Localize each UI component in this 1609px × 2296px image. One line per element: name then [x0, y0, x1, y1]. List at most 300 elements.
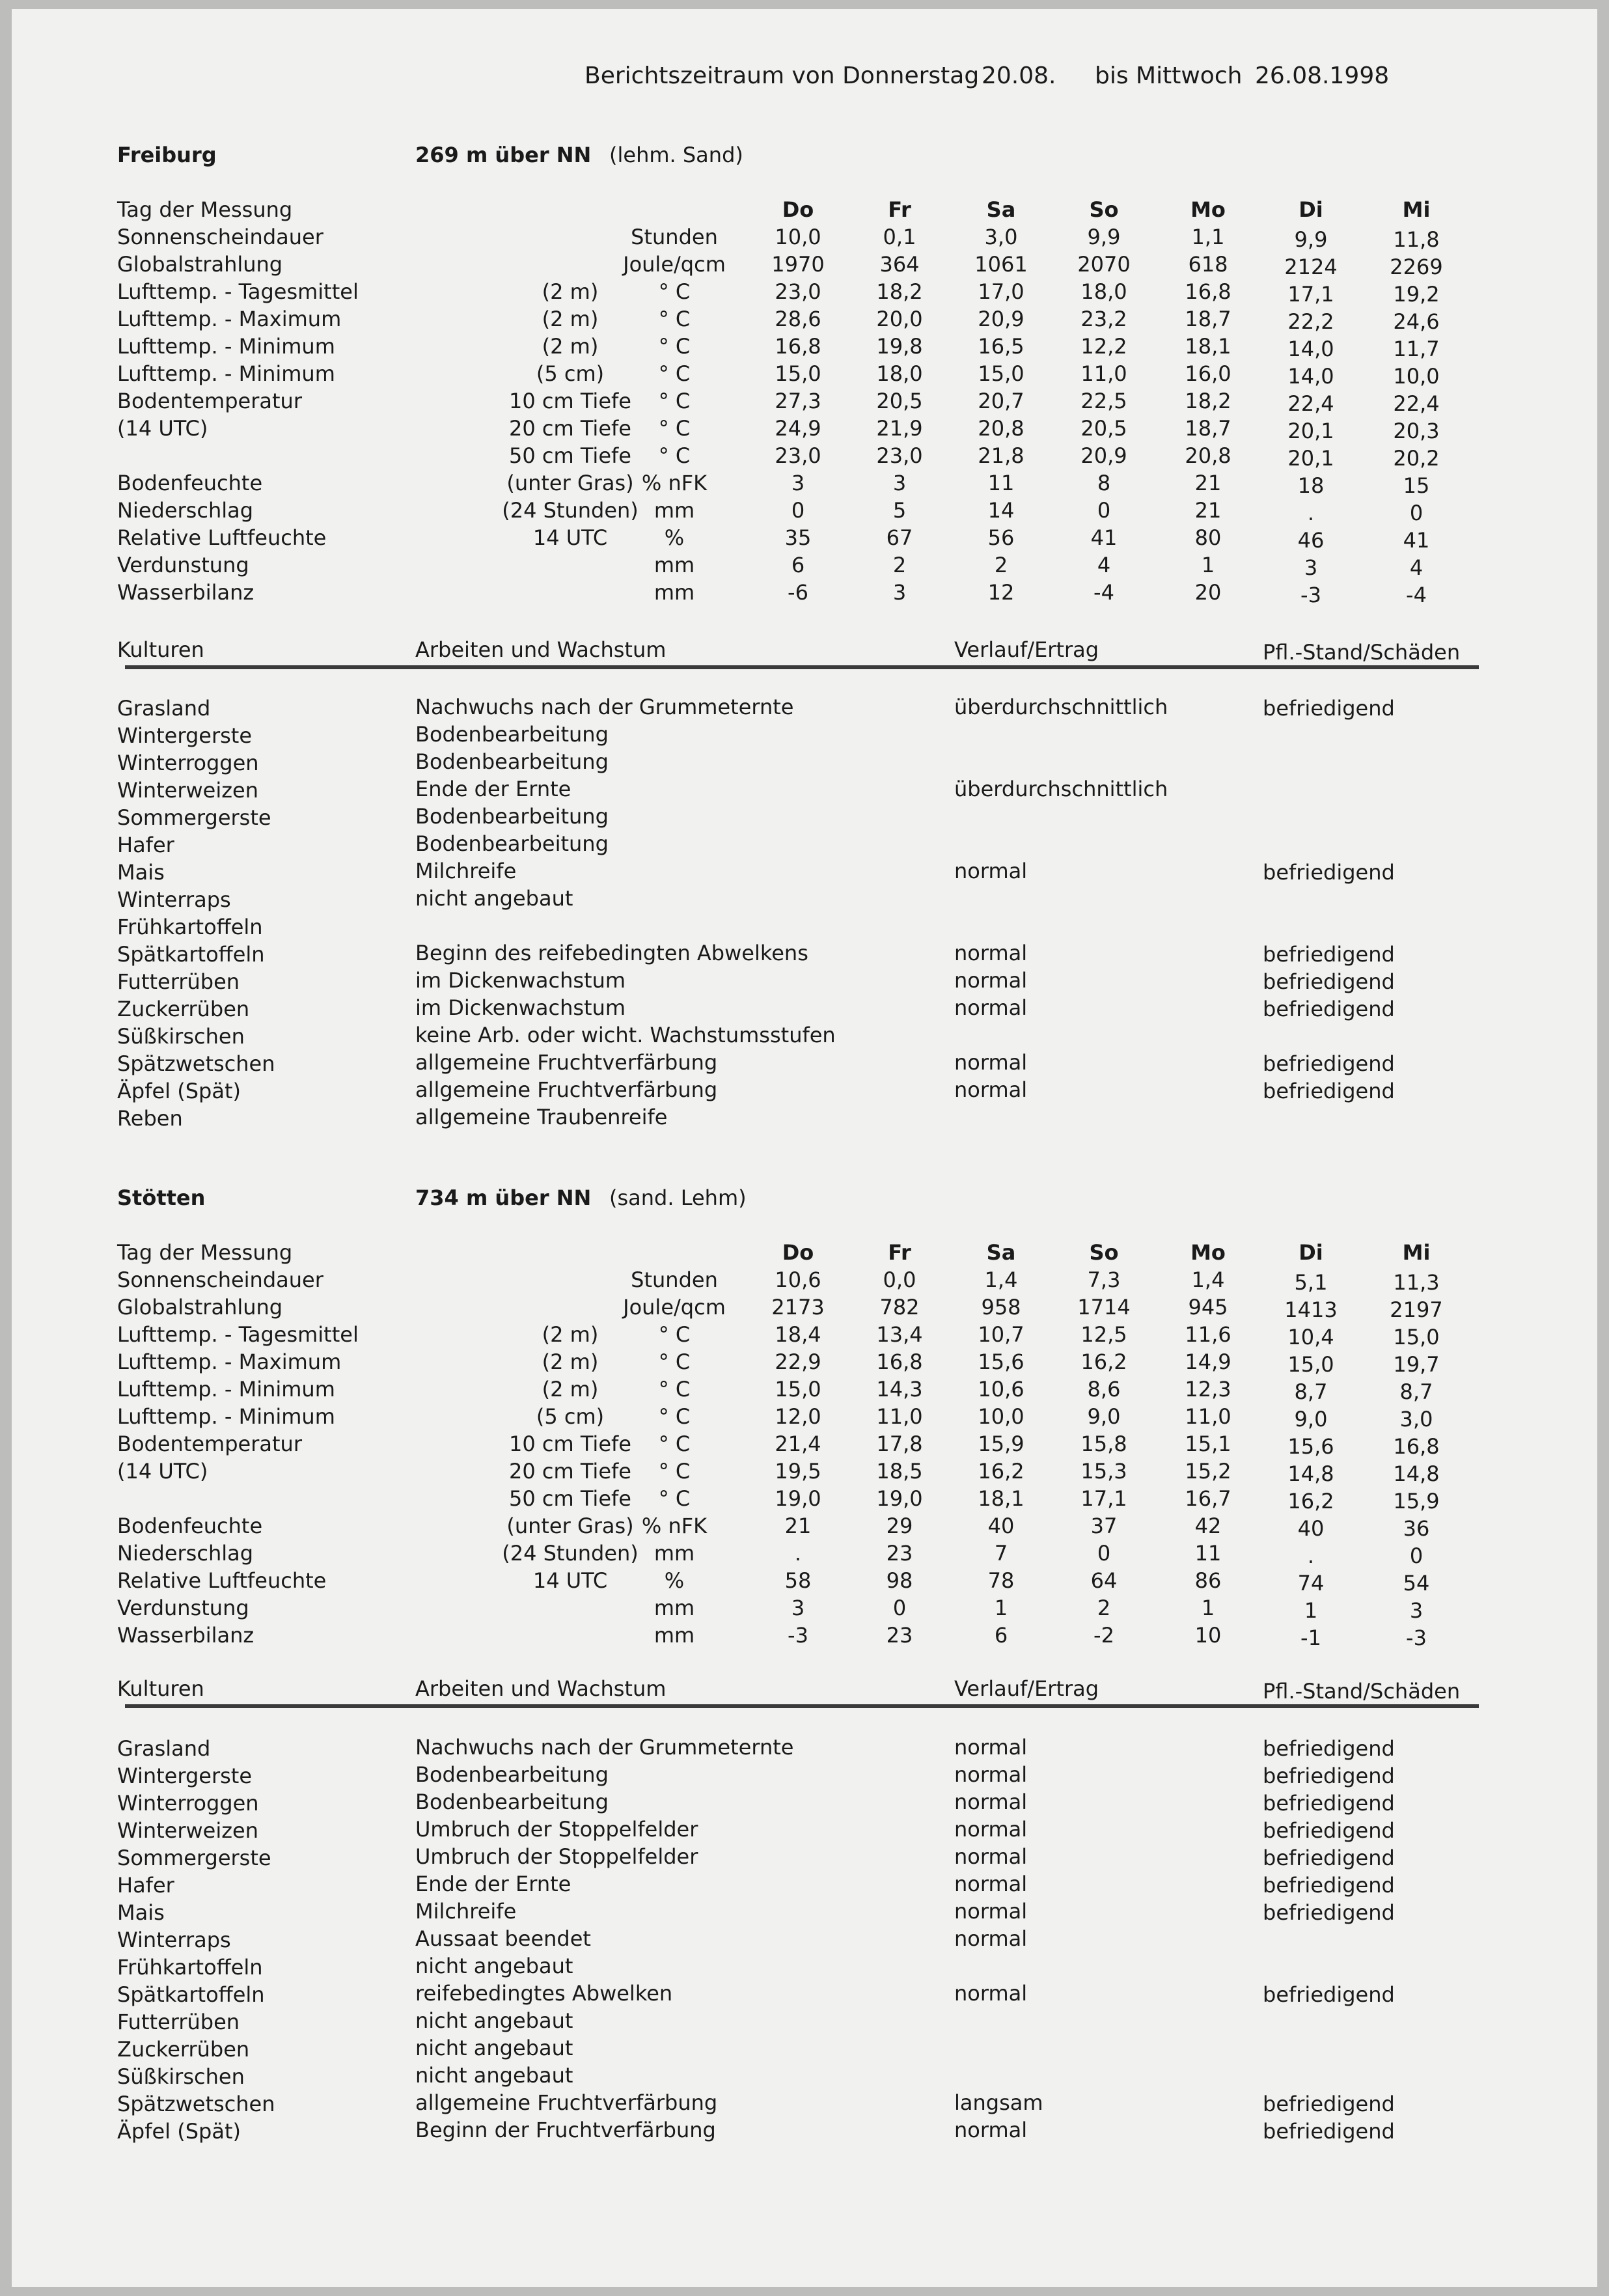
crop-state: befriedigend — [1263, 1900, 1395, 1925]
crop-state: befriedigend — [1263, 1736, 1395, 1761]
measurement-value: 14,9 — [1185, 1349, 1231, 1374]
measurement-value: 19,5 — [775, 1459, 821, 1484]
measurement-value: 78 — [987, 1568, 1015, 1593]
crop-name: Spätzwetschen — [117, 2092, 275, 2116]
measurement-value: 21,8 — [978, 443, 1025, 468]
crop-name: Süßkirschen — [117, 2064, 245, 2089]
measurement-value: 16,8 — [1393, 1434, 1440, 1459]
measurement-value: 11,8 — [1393, 227, 1440, 252]
crop-name: Zuckerrüben — [117, 2037, 250, 2062]
measurement-value: 18,0 — [1080, 279, 1127, 304]
measurement-detail: (2 m) — [542, 334, 599, 359]
measurement-value: 3,0 — [1399, 1407, 1433, 1432]
measurement-value: 364 — [879, 252, 920, 277]
measurement-value: 1 — [1201, 1596, 1215, 1620]
crop-name: Süßkirschen — [117, 1024, 245, 1049]
measurement-value: 13,4 — [876, 1322, 923, 1347]
crop-state: befriedigend — [1263, 1982, 1395, 2007]
measurement-value: 9,0 — [1294, 1407, 1328, 1432]
crop-trend: normal — [954, 859, 1028, 883]
measurement-unit: mm — [653, 580, 695, 605]
crop-name: Sommergerste — [117, 1846, 271, 1870]
measurement-value: 14,0 — [1287, 337, 1334, 361]
day-header: Do — [782, 197, 814, 222]
measurement-value: 18,2 — [876, 279, 923, 304]
crop-name: Spätkartoffeln — [117, 942, 265, 967]
measurement-value: 5,1 — [1294, 1270, 1328, 1295]
measurement-value: 1 — [1201, 553, 1215, 577]
measurement-value: . — [1307, 1543, 1315, 1568]
crop-work: im Dickenwachstum — [415, 968, 626, 993]
measurement-value: 15,0 — [775, 1377, 821, 1402]
measurement-value: . — [794, 1541, 802, 1566]
measurement-value: 16,8 — [1185, 279, 1231, 304]
crop-state: befriedigend — [1263, 997, 1395, 1021]
crop-work: Ende der Ernte — [415, 1872, 571, 1896]
measurement-value: 23,0 — [876, 443, 923, 468]
measurement-value: 58 — [784, 1568, 812, 1593]
crop-name: Mais — [117, 860, 165, 885]
measurement-value: 56 — [987, 525, 1015, 550]
measurement-value: 20,9 — [978, 307, 1025, 331]
crop-name: Winterweizen — [117, 778, 259, 803]
crop-state: befriedigend — [1263, 2092, 1395, 2116]
measurement-detail: (unter Gras) — [506, 471, 634, 495]
measurement-value: 16,2 — [1287, 1489, 1334, 1514]
crop-col-header: Arbeiten und Wachstum — [415, 1676, 667, 1701]
measurement-value: 16,2 — [978, 1459, 1025, 1484]
measurement-value: 22,4 — [1393, 391, 1440, 416]
measurement-value: 20,3 — [1393, 419, 1440, 443]
measurement-value: -3 — [788, 1623, 808, 1648]
crop-work: allgemeine Fruchtverfärbung — [415, 1050, 718, 1075]
crop-trend: normal — [954, 1762, 1028, 1787]
measurement-detail: (2 m) — [542, 279, 599, 304]
measurement-value: 8,7 — [1294, 1379, 1328, 1404]
measurement-value: 24,9 — [775, 416, 821, 441]
measurement-value: 16,8 — [775, 334, 821, 359]
measurement-value: 20,5 — [1080, 416, 1127, 441]
measurement-value: 54 — [1403, 1571, 1430, 1596]
measurement-value: 1714 — [1077, 1295, 1131, 1320]
crop-work: nicht angebaut — [415, 2036, 573, 2060]
measurement-detail: 50 cm Tiefe — [509, 1486, 631, 1511]
measurement-value: 74 — [1297, 1571, 1325, 1596]
measurement-value: 0 — [892, 1596, 907, 1620]
measurement-value: 8,6 — [1087, 1377, 1121, 1402]
measurement-value: 23,0 — [775, 279, 821, 304]
measurement-value: -2 — [1093, 1623, 1114, 1648]
measurement-unit: % nFK — [641, 1514, 708, 1538]
measurement-value: 22,2 — [1287, 309, 1334, 334]
measurement-detail: 14 UTC — [532, 525, 608, 550]
crop-work: Bodenbearbeitung — [415, 831, 609, 856]
measurement-unit: ° C — [658, 1432, 691, 1456]
measurement-value: 17,1 — [1287, 282, 1334, 307]
measurement-value: 0 — [791, 498, 805, 523]
day-header: Sa — [986, 197, 1016, 222]
measurement-label: (14 UTC) — [117, 416, 208, 441]
section-divider — [125, 665, 1479, 669]
crop-trend: normal — [954, 1926, 1028, 1951]
measurement-label: Bodentemperatur — [117, 1432, 302, 1456]
measurement-value: 0,1 — [883, 225, 916, 249]
measurement-value: 12 — [987, 580, 1015, 605]
measurement-value: 21,9 — [876, 416, 923, 441]
measurement-label: Verdunstung — [117, 553, 249, 577]
measurement-value: 15,0 — [1287, 1352, 1334, 1377]
measurement-detail: 20 cm Tiefe — [509, 1459, 631, 1484]
measurement-value: 18,2 — [1185, 389, 1231, 413]
measurement-unit: ° C — [658, 1377, 691, 1402]
measurement-label: Verdunstung — [117, 1596, 249, 1620]
measurement-value: 22,9 — [775, 1349, 821, 1374]
measurement-value: 11,0 — [1080, 361, 1127, 386]
crop-trend: normal — [954, 1817, 1028, 1842]
crop-name: Zuckerrüben — [117, 997, 250, 1021]
measurement-value: 18,7 — [1185, 307, 1231, 331]
measurement-value: 6 — [994, 1623, 1008, 1648]
measurement-label: Relative Luftfeuchte — [117, 525, 327, 550]
crop-trend: normal — [954, 1077, 1028, 1102]
measurement-label: (14 UTC) — [117, 1459, 208, 1484]
measurement-value: 14,8 — [1393, 1461, 1440, 1486]
measurement-value: 15,1 — [1185, 1432, 1231, 1456]
measurement-value: 15,0 — [1393, 1325, 1440, 1349]
measurement-value: 86 — [1194, 1568, 1222, 1593]
measurement-unit: Joule/qcm — [623, 252, 726, 277]
measurement-unit: Joule/qcm — [623, 1295, 726, 1320]
measurement-value: 21,4 — [775, 1432, 821, 1456]
measurement-value: 10 — [1194, 1623, 1222, 1648]
crop-work: Umbruch der Stoppelfelder — [415, 1844, 698, 1869]
measurement-unit: mm — [653, 553, 695, 577]
crop-name: Winterroggen — [117, 1791, 259, 1816]
measurement-value: 15,0 — [978, 361, 1025, 386]
crop-work: nicht angebaut — [415, 1954, 573, 1978]
crop-name: Winterraps — [117, 1928, 231, 1952]
crop-trend: normal — [954, 968, 1028, 993]
measurement-value: 16,5 — [978, 334, 1025, 359]
crop-trend: normal — [954, 1790, 1028, 1814]
crop-work: Bodenbearbeitung — [415, 1790, 609, 1814]
crop-trend: normal — [954, 1844, 1028, 1869]
crop-name: Spätzwetschen — [117, 1051, 275, 1076]
measurement-unit: Stunden — [631, 1267, 718, 1292]
measurement-detail: (5 cm) — [536, 361, 605, 386]
measurement-value: 17,8 — [876, 1432, 923, 1456]
measurement-value: 16,8 — [876, 1349, 923, 1374]
day-header: Fr — [888, 1240, 911, 1265]
crop-work: allgemeine Traubenreife — [415, 1105, 668, 1129]
measurement-value: 14,3 — [876, 1377, 923, 1402]
measurement-value: 28,6 — [775, 307, 821, 331]
measurement-value: 618 — [1188, 252, 1228, 277]
crop-col-header: Kulturen — [117, 1676, 204, 1701]
crop-work: nicht angebaut — [415, 886, 573, 911]
crop-state: befriedigend — [1263, 696, 1395, 721]
crop-work: Nachwuchs nach der Grummeternte — [415, 695, 794, 719]
crop-name: Äpfel (Spät) — [117, 1079, 241, 1103]
crop-state: befriedigend — [1263, 1873, 1395, 1898]
crop-work: Beginn des reifebedingten Abwelkens — [415, 941, 808, 965]
measurement-label: Wasserbilanz — [117, 580, 254, 605]
crop-work: nicht angebaut — [415, 2063, 573, 2088]
measurement-value: 19,7 — [1393, 1352, 1440, 1377]
crop-name: Reben — [117, 1106, 183, 1131]
crop-work: allgemeine Fruchtverfärbung — [415, 2090, 718, 2115]
measurement-value: 23 — [886, 1623, 913, 1648]
crop-state: befriedigend — [1263, 1846, 1395, 1870]
measurement-value: -3 — [1300, 583, 1321, 607]
measurement-value: 11 — [987, 471, 1015, 495]
day-header: So — [1089, 1240, 1119, 1265]
measurement-value: 20,9 — [1080, 443, 1127, 468]
measurement-label: Relative Luftfeuchte — [117, 1568, 327, 1593]
measurement-value: 945 — [1188, 1295, 1228, 1320]
measurement-detail: 50 cm Tiefe — [509, 443, 631, 468]
measurement-value: 782 — [879, 1295, 920, 1320]
measurement-unit: mm — [653, 1623, 695, 1648]
measurement-value: 17,0 — [978, 279, 1025, 304]
crop-work: allgemeine Fruchtverfärbung — [415, 1077, 718, 1102]
measurement-detail: 10 cm Tiefe — [509, 1432, 631, 1456]
measurement-value: 2197 — [1390, 1297, 1443, 1322]
measurement-value: 19,0 — [876, 1486, 923, 1511]
measurement-value: 18,1 — [978, 1486, 1025, 1511]
crop-name: Hafer — [117, 833, 174, 857]
crop-name: Winterroggen — [117, 751, 259, 775]
measurement-value: 16,2 — [1080, 1349, 1127, 1374]
measurement-value: 3 — [1409, 1598, 1423, 1623]
measurement-unit: ° C — [658, 1322, 691, 1347]
measurement-value: 11 — [1194, 1541, 1222, 1566]
measurement-value: 6 — [791, 553, 805, 577]
day-label: Tag der Messung — [117, 1240, 293, 1265]
measurement-value: 15,9 — [978, 1432, 1025, 1456]
date-from: 20.08. — [982, 62, 1056, 89]
crop-trend: langsam — [954, 2090, 1043, 2115]
measurement-value: 14,0 — [1287, 364, 1334, 389]
station-name: Freiburg — [117, 143, 217, 167]
crop-name: Mais — [117, 1900, 165, 1925]
measurement-detail: (24 Stunden) — [502, 498, 639, 523]
measurement-unit: ° C — [658, 1459, 691, 1484]
measurement-value: 19,0 — [775, 1486, 821, 1511]
day-header: Mi — [1402, 1240, 1431, 1265]
date-to: 26.08.1998 — [1255, 62, 1390, 89]
crop-state: befriedigend — [1263, 1818, 1395, 1843]
day-header: Di — [1299, 1240, 1323, 1265]
measurement-value: 11,6 — [1185, 1322, 1231, 1347]
measurement-unit: mm — [653, 1596, 695, 1620]
measurement-value: 18,4 — [775, 1322, 821, 1347]
day-header: Fr — [888, 197, 911, 222]
measurement-unit: ° C — [658, 279, 691, 304]
measurement-label: Sonnenscheindauer — [117, 1267, 323, 1292]
measurement-label: Globalstrahlung — [117, 1295, 283, 1320]
measurement-value: 2269 — [1390, 255, 1443, 279]
measurement-label: Lufttemp. - Minimum — [117, 334, 335, 359]
measurement-label: Lufttemp. - Minimum — [117, 1377, 335, 1402]
measurement-value: 3 — [892, 471, 907, 495]
measurement-unit: ° C — [658, 1349, 691, 1374]
crop-col-header: Verlauf/Ertrag — [954, 1676, 1099, 1701]
measurement-value: 3 — [791, 1596, 805, 1620]
station-soil: (sand. Lehm) — [609, 1185, 747, 1210]
crop-work: reifebedingtes Abwelken — [415, 1981, 673, 2006]
measurement-value: 37 — [1090, 1514, 1118, 1538]
crop-work: Bodenbearbeitung — [415, 749, 609, 774]
crop-name: Hafer — [117, 1873, 174, 1898]
measurement-value: 64 — [1090, 1568, 1118, 1593]
measurement-value: 11,3 — [1393, 1270, 1440, 1295]
measurement-value: 4 — [1409, 555, 1423, 580]
measurement-value: 11,0 — [876, 1404, 923, 1429]
crop-state: befriedigend — [1263, 969, 1395, 994]
measurement-value: 10,4 — [1287, 1325, 1334, 1349]
measurement-label: Lufttemp. - Tagesmittel — [117, 279, 359, 304]
measurement-value: 2 — [892, 553, 907, 577]
day-header: Di — [1299, 197, 1323, 222]
measurement-value: 11,0 — [1185, 1404, 1231, 1429]
crop-trend: normal — [954, 941, 1028, 965]
measurement-unit: % nFK — [641, 471, 708, 495]
measurement-label: Sonnenscheindauer — [117, 225, 323, 249]
measurement-unit: Stunden — [631, 225, 718, 249]
crop-work: Umbruch der Stoppelfelder — [415, 1817, 698, 1842]
measurement-value: 0,0 — [883, 1267, 916, 1292]
crop-name: Futterrüben — [117, 2010, 240, 2034]
measurement-value: 10,6 — [775, 1267, 821, 1292]
measurement-unit: ° C — [658, 389, 691, 413]
measurement-value: 41 — [1403, 528, 1430, 553]
measurement-value: 18 — [1297, 473, 1325, 498]
measurement-value: 2 — [994, 553, 1008, 577]
measurement-unit: ° C — [658, 334, 691, 359]
measurement-value: 40 — [987, 1514, 1015, 1538]
measurement-value: 11,7 — [1393, 337, 1440, 361]
measurement-value: 21 — [1194, 498, 1222, 523]
measurement-value: 20,7 — [978, 389, 1025, 413]
measurement-value: 15 — [1403, 473, 1430, 498]
measurement-label: Lufttemp. - Minimum — [117, 361, 335, 386]
measurement-value: 10,7 — [978, 1322, 1025, 1347]
crop-col-header: Pfl.-Stand/Schäden — [1263, 640, 1461, 665]
crop-trend: normal — [954, 1735, 1028, 1760]
crop-name: Sommergerste — [117, 805, 271, 830]
measurement-value: 3 — [892, 580, 907, 605]
measurement-value: 80 — [1194, 525, 1222, 550]
crop-work: Milchreife — [415, 1899, 517, 1924]
measurement-unit: ° C — [658, 416, 691, 441]
measurement-value: . — [1307, 501, 1315, 525]
day-header: Mi — [1402, 197, 1431, 222]
measurement-value: -3 — [1406, 1625, 1427, 1650]
measurement-value: 42 — [1194, 1514, 1222, 1538]
crop-name: Wintergerste — [117, 1763, 252, 1788]
measurement-detail: (unter Gras) — [506, 1514, 634, 1538]
measurement-value: 18,7 — [1185, 416, 1231, 441]
crop-name: Spätkartoffeln — [117, 1982, 265, 2007]
measurement-value: 18,0 — [876, 361, 923, 386]
crop-work: Bodenbearbeitung — [415, 1762, 609, 1787]
measurement-value: 9,9 — [1294, 227, 1328, 252]
day-header: Sa — [986, 1240, 1016, 1265]
crop-state: befriedigend — [1263, 860, 1395, 885]
measurement-label: Niederschlag — [117, 498, 254, 523]
measurement-unit: mm — [653, 498, 695, 523]
measurement-value: 9,9 — [1087, 225, 1121, 249]
measurement-label: Lufttemp. - Maximum — [117, 307, 342, 331]
measurement-unit: % — [664, 1568, 685, 1593]
measurement-value: 4 — [1097, 553, 1111, 577]
crop-work: Bodenbearbeitung — [415, 804, 609, 829]
measurement-value: 15,6 — [978, 1349, 1025, 1374]
measurement-value: 2124 — [1284, 255, 1338, 279]
station-name: Stötten — [117, 1185, 206, 1210]
crop-name: Wintergerste — [117, 723, 252, 748]
measurement-value: 40 — [1297, 1516, 1325, 1541]
crop-name: Winterweizen — [117, 1818, 259, 1843]
crop-state: befriedigend — [1263, 2119, 1395, 2144]
measurement-value: 36 — [1403, 1516, 1430, 1541]
measurement-value: 10,6 — [978, 1377, 1025, 1402]
measurement-label: Bodenfeuchte — [117, 1514, 263, 1538]
measurement-value: 20,0 — [876, 307, 923, 331]
measurement-value: 21 — [1194, 471, 1222, 495]
measurement-label: Bodentemperatur — [117, 389, 302, 413]
crop-work: Beginn der Fruchtverfärbung — [415, 2118, 716, 2142]
crop-work: Nachwuchs nach der Grummeternte — [415, 1735, 794, 1760]
measurement-label: Wasserbilanz — [117, 1623, 254, 1648]
crop-work: nicht angebaut — [415, 2008, 573, 2033]
crop-col-header: Pfl.-Stand/Schäden — [1263, 1679, 1461, 1704]
crop-work: Ende der Ernte — [415, 777, 571, 801]
measurement-unit: % — [664, 525, 685, 550]
measurement-unit: ° C — [658, 443, 691, 468]
measurement-value: 29 — [886, 1514, 913, 1538]
crop-name: Winterraps — [117, 887, 231, 912]
measurement-detail: (2 m) — [542, 1322, 599, 1347]
measurement-value: 2173 — [771, 1295, 825, 1320]
measurement-value: 20,1 — [1287, 446, 1334, 471]
crop-name: Futterrüben — [117, 969, 240, 994]
measurement-detail: (2 m) — [542, 307, 599, 331]
measurement-value: 24,6 — [1393, 309, 1440, 334]
crop-work: Milchreife — [415, 859, 517, 883]
crop-trend: normal — [954, 1981, 1028, 2006]
measurement-value: 1,4 — [1191, 1267, 1225, 1292]
crop-trend: normal — [954, 1050, 1028, 1075]
report-page — [12, 9, 1597, 2287]
crop-work: Aussaat beendet — [415, 1926, 591, 1951]
measurement-value: 20,8 — [1185, 443, 1231, 468]
measurement-detail: (5 cm) — [536, 1404, 605, 1429]
measurement-unit: ° C — [658, 307, 691, 331]
crop-state: befriedigend — [1263, 1079, 1395, 1103]
measurement-value: 15,3 — [1080, 1459, 1127, 1484]
measurement-value: 18,1 — [1185, 334, 1231, 359]
crop-work: keine Arb. oder wicht. Wachstumsstufen — [415, 1023, 836, 1047]
measurement-detail: 20 cm Tiefe — [509, 416, 631, 441]
measurement-value: 10,0 — [978, 1404, 1025, 1429]
crop-col-header: Kulturen — [117, 637, 204, 662]
measurement-value: -4 — [1093, 580, 1114, 605]
measurement-value: 12,3 — [1185, 1377, 1231, 1402]
day-header: Do — [782, 1240, 814, 1265]
measurement-value: 21 — [784, 1514, 812, 1538]
